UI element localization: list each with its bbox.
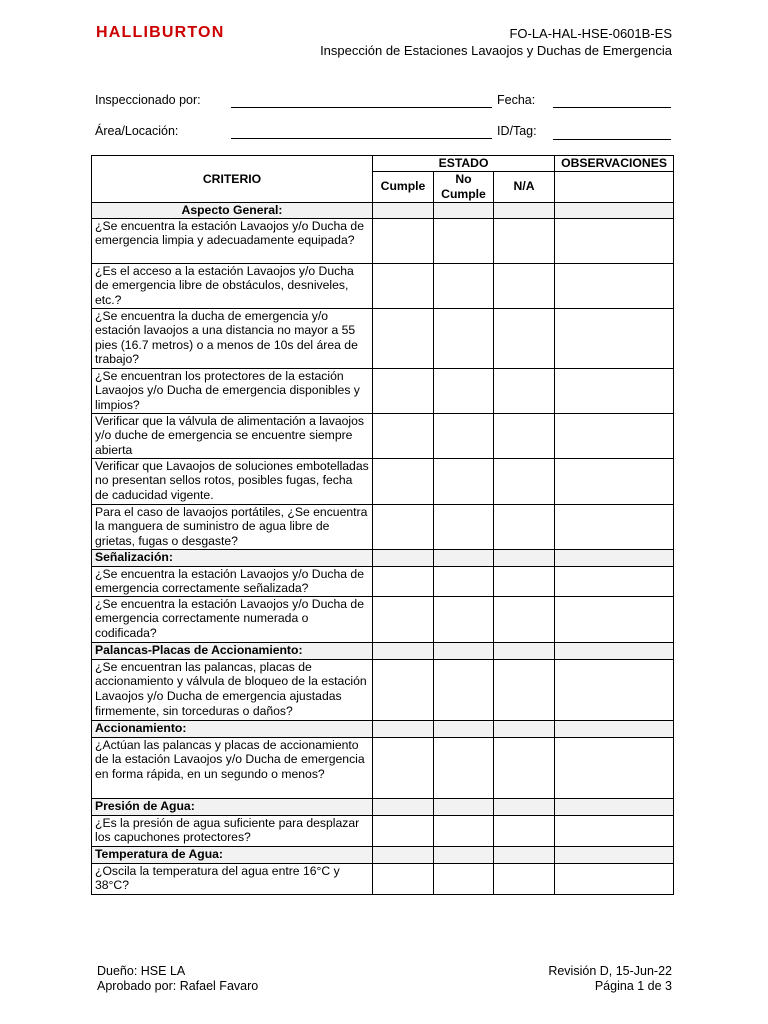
cumple-cell[interactable] [373,596,434,642]
cumple-cell[interactable] [373,737,434,798]
area-label: Área/Locación: [95,124,179,138]
section-label: Aspecto General: [92,202,373,218]
col-observaciones-sub [555,171,674,202]
section-label: Accionamiento: [92,720,373,737]
section-row [92,549,674,566]
observaciones-cell[interactable] [555,218,674,263]
col-criterio: CRITERIO [92,156,373,203]
criterio-text: Para el caso de lavaojos portátiles, ¿Se encuentra la manguera de suministro de agua libre de grietas, fugas o desgaste? [92,504,373,549]
no-cumple-cell[interactable] [434,566,494,596]
observaciones-cell[interactable] [555,413,674,458]
cumple-cell[interactable] [373,659,434,720]
cumple-cell[interactable] [373,642,434,659]
na-cell[interactable] [494,202,555,218]
observaciones-cell[interactable] [555,202,674,218]
inspected-by-label: Inspeccionado por: [95,93,201,107]
na-cell[interactable] [494,504,555,549]
section-label: Palancas-Placas de Accionamiento: [92,642,373,659]
section-row [92,642,674,659]
no-cumple-cell[interactable] [434,308,494,368]
table-row [92,308,674,368]
cumple-cell[interactable] [373,566,434,596]
col-cumple: Cumple [373,171,434,202]
criterio-text: ¿Se encuentran las palancas, placas de accionamiento y válvula de bloqueo de la estación Lavaojos y/o Ducha de emergencia ajustadas firmemente, sin torceduras o daños? [92,659,373,720]
criterio-text: ¿Se encuentra la estación Lavaojos y/o Ducha de emergencia limpia y adecuadamente equipada? [92,218,373,263]
no-cumple-cell[interactable] [434,642,494,659]
na-cell[interactable] [494,659,555,720]
na-cell[interactable] [494,737,555,798]
na-cell[interactable] [494,863,555,894]
no-cumple-cell[interactable] [434,549,494,566]
observaciones-cell[interactable] [555,659,674,720]
col-no-cumple: No Cumple [434,171,494,202]
criterio-text: Verificar que Lavaojos de soluciones embotelladas no presentan sellos rotos, posibles fugas, fecha de caducidad vigente. [92,458,373,504]
table-row [92,737,674,798]
date-label: Fecha: [497,93,536,107]
table-row [92,368,674,413]
no-cumple-cell[interactable] [434,798,494,815]
na-cell[interactable] [494,642,555,659]
observaciones-cell[interactable] [555,642,674,659]
criterio-text: ¿Es el acceso a la estación Lavaojos y/o Ducha de emergencia libre de obstáculos, desniveles, etc.? [92,263,373,308]
criterio-text: ¿Se encuentra la ducha de emergencia y/o estación lavaojos a una distancia no mayor a 55 pies (16.7 metros) o a menos de 10s del área de trabajo? [92,308,373,368]
table-row [92,863,674,894]
inspection-checklist-table [91,155,674,895]
cumple-cell[interactable] [373,549,434,566]
table-row [92,815,674,846]
id-tag-label: ID/Tag: [497,124,537,138]
criterio-text: ¿Es la presión de agua suficiente para desplazar los capuchones protectores? [92,815,373,846]
section-row [92,202,674,218]
halliburton-logo: HALLIBURTON [96,24,225,41]
no-cumple-cell[interactable] [434,413,494,458]
no-cumple-cell[interactable] [434,863,494,894]
cumple-cell[interactable] [373,308,434,368]
no-cumple-cell[interactable] [434,815,494,846]
cumple-cell[interactable] [373,798,434,815]
no-cumple-cell[interactable] [434,737,494,798]
cumple-cell[interactable] [373,458,434,504]
na-cell[interactable] [494,798,555,815]
cumple-cell[interactable] [373,504,434,549]
no-cumple-cell[interactable] [434,368,494,413]
no-cumple-cell[interactable] [434,218,494,263]
no-cumple-cell[interactable] [434,720,494,737]
no-cumple-cell[interactable] [434,504,494,549]
observaciones-cell[interactable] [555,308,674,368]
cumple-cell[interactable] [373,218,434,263]
cumple-cell[interactable] [373,815,434,846]
table-row [92,458,674,504]
col-na: N/A [494,171,555,202]
observaciones-cell[interactable] [555,549,674,566]
section-label: Temperatura de Agua: [92,846,373,863]
table-row [92,566,674,596]
observaciones-cell[interactable] [555,263,674,308]
criterio-text: Verificar que la válvula de alimentación a lavaojos y/o duche de emergencia se encuentre siempre abierta [92,413,373,458]
no-cumple-cell[interactable] [434,263,494,308]
na-cell[interactable] [494,566,555,596]
criterio-text: ¿Se encuentra la estación Lavaojos y/o Ducha de emergencia correctamente señalizada? [92,566,373,596]
na-cell[interactable] [494,263,555,308]
table-row [92,504,674,549]
cumple-cell[interactable] [373,202,434,218]
no-cumple-cell[interactable] [434,846,494,863]
criterio-text: ¿Se encuentran los protectores de la estación Lavaojos y/o Ducha de emergencia disponibles y limpios? [92,368,373,413]
table-row [92,263,674,308]
na-cell[interactable] [494,596,555,642]
area-line[interactable] [231,138,492,139]
cumple-cell[interactable] [373,263,434,308]
no-cumple-cell[interactable] [434,659,494,720]
na-cell[interactable] [494,846,555,863]
na-cell[interactable] [494,720,555,737]
section-row [92,720,674,737]
observaciones-cell[interactable] [555,863,674,894]
cumple-cell[interactable] [373,846,434,863]
cumple-cell[interactable] [373,368,434,413]
observaciones-cell[interactable] [555,596,674,642]
observaciones-cell[interactable] [555,368,674,413]
col-observaciones: OBSERVACIONES [555,156,674,172]
na-cell[interactable] [494,458,555,504]
na-cell[interactable] [494,368,555,413]
cumple-cell[interactable] [373,720,434,737]
criterio-text: ¿Oscila la temperatura del agua entre 16°C y 38°C? [92,863,373,894]
table-row [92,413,674,458]
id-tag-line[interactable] [553,139,671,140]
na-cell[interactable] [494,549,555,566]
section-label: Señalización: [92,549,373,566]
col-estado: ESTADO [373,156,555,172]
document-title: Inspección de Estaciones Lavaojos y Duchas de Emergencia [320,43,672,58]
cumple-cell[interactable] [373,863,434,894]
na-cell[interactable] [494,308,555,368]
observaciones-cell[interactable] [555,504,674,549]
observaciones-cell[interactable] [555,846,674,863]
observaciones-cell[interactable] [555,815,674,846]
inspected-by-line[interactable] [231,107,492,108]
observaciones-cell[interactable] [555,737,674,798]
no-cumple-cell[interactable] [434,596,494,642]
footer-revision: Revisión D, 15-Jun-22 [548,964,672,978]
footer-owner: Dueño: HSE LA [97,964,186,978]
criterio-text: ¿Actúan las palancas y placas de accionamiento de la estación Lavaojos y/o Ducha de emergencia en forma rápida, en un segundo o menos? [92,737,373,798]
footer-page: Página 1 de 3 [594,979,672,993]
section-row [92,798,674,815]
cumple-cell[interactable] [373,413,434,458]
na-cell[interactable] [494,815,555,846]
section-row [92,846,674,863]
observaciones-cell[interactable] [555,566,674,596]
no-cumple-cell[interactable] [434,202,494,218]
observaciones-cell[interactable] [555,458,674,504]
document-code: FO-LA-HAL-HSE-0601B-ES [509,26,672,41]
observaciones-cell[interactable] [555,720,674,737]
table-row [92,596,674,642]
table-row [92,659,674,720]
section-label: Presión de Agua: [92,798,373,815]
na-cell[interactable] [494,218,555,263]
date-line[interactable] [553,107,671,108]
observaciones-cell[interactable] [555,798,674,815]
criterio-text: ¿Se encuentra la estación Lavaojos y/o Ducha de emergencia correctamente numerada o codificada? [92,596,373,642]
footer-approved: Aprobado por: Rafael Favaro [97,979,259,993]
table-row [92,218,674,263]
no-cumple-cell[interactable] [434,458,494,504]
na-cell[interactable] [494,413,555,458]
